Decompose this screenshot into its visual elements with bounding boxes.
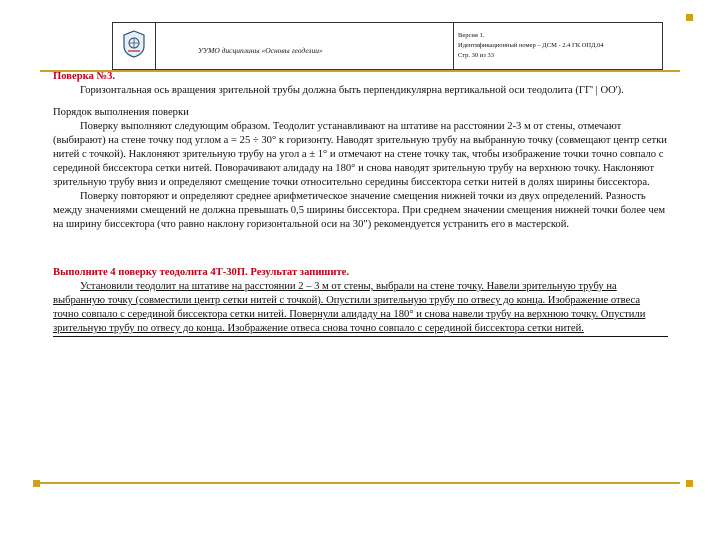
- version-label: Версия 1.: [458, 32, 485, 39]
- section-heading: Поверка №3.: [53, 71, 116, 82]
- procedure-paragraph-2: Поверку повторяют и определяют среднее арифметическое значение смещения нижней точки из двух определений. Разность между значениями смещений не должна превышать 0,5 ширины биссектора. При среднем значении смещения нижней точки более чем на ширину биссектора (что равно наклону горизонтальной оси на 30") рекомендуется устранить его в мастерской.: [53, 191, 666, 230]
- page-number: Стр. 30 из 33: [458, 52, 494, 59]
- logo-cell: [113, 23, 156, 70]
- intro-paragraph: Горизонтальная ось вращения зрительной трубы должна быть перпендикулярна вертикальной оси теодолита (ГГ' | ОО').: [80, 85, 624, 96]
- document-title: УУМО дисциплины «Основы геодезии»: [156, 23, 454, 70]
- answer-text: Установили теодолит на штативе на расстоянии 2 – 3 м от стены, выбрали на стене точку. Навели зрительную трубу на выбранную точку (совместили центр сетки нитей с точкой). Опустили зрительную трубу по отвесу до конца. Изображение отвеса точно совпало с серединой биссектора сетки нитей. Повернули алидаду на 180° и снова навели трубу на верхнюю точку. Опустили зрительную трубу по отвесу до конца. Изображение отвеса снова точно совпало с серединой биссектора сетки нитей.: [53, 280, 668, 337]
- procedure-title: Порядок выполнения поверки: [53, 107, 189, 118]
- version-info: [454, 23, 663, 70]
- document-body: [53, 70, 668, 337]
- procedure-paragraph-1: Поверку выполняют следующим образом. Теодолит устанавливают на штативе на расстоянии 2-3 м от стены, отмечают (выбирают) на стене точку под углом а = 25 ÷ 30° к горизонту. Наводят зрительную трубу на выбранную точку (совмещают центр сетки нитей с точкой). Наклоняют зрительную трубу на угол а ± 1° и отмечают на стене точку так, чтобы изображение точки точно совпало с серединой биссектора сетки нитей. Поворачивают алидаду на 180° и снова наводят зрительную трубу на верхнюю точку. Наклоняют зрительную трубу вниз и определяют смещение точки относительно середины биссектора сетки нитей в долях ширины биссектора.: [53, 121, 667, 188]
- university-logo-icon: [122, 30, 146, 58]
- corner-marker-bottom-right: [686, 480, 693, 487]
- document-header: [112, 22, 663, 70]
- corner-marker-bottom-left: [33, 480, 40, 487]
- corner-marker-top-right: [686, 14, 693, 21]
- bottom-divider-line: [40, 482, 680, 484]
- ident-number: Идентификационный номер – ДСМ - 2.4 ГК ОПД.04: [458, 42, 604, 49]
- task-heading: Выполните 4 поверку теодолита 4Т-30П. Результат запишите.: [53, 267, 350, 278]
